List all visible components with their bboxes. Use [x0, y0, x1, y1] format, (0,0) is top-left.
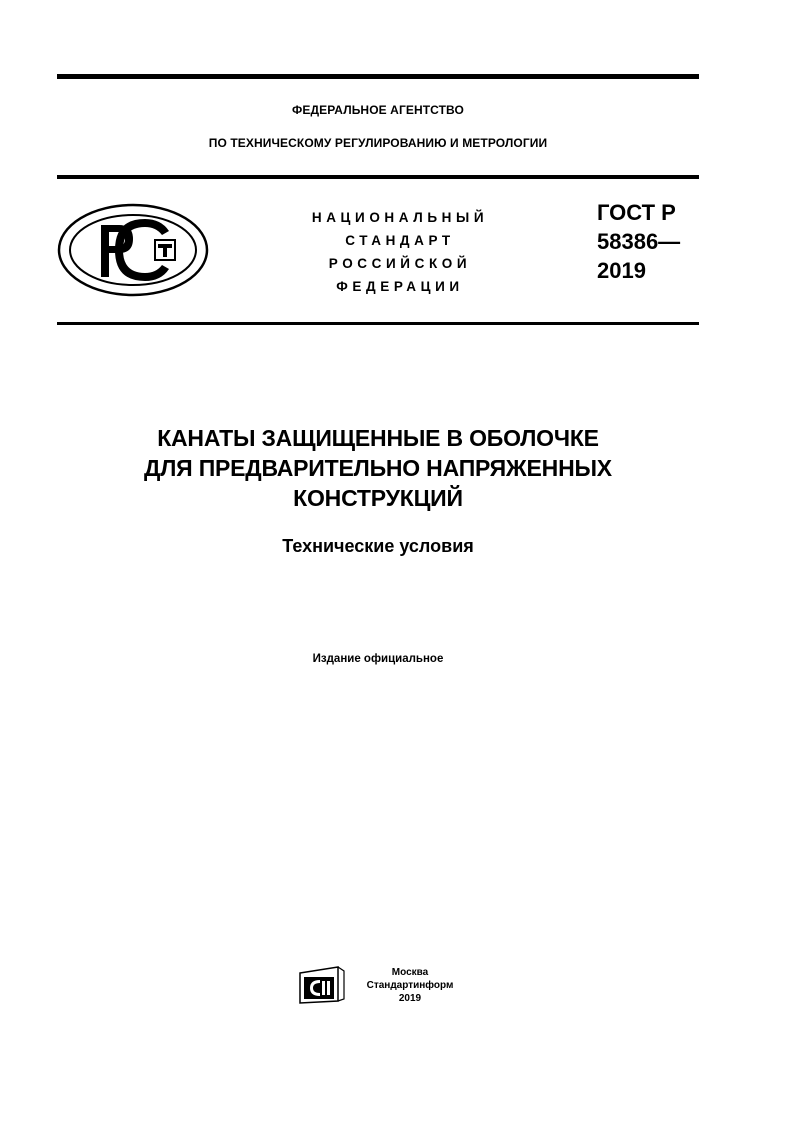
edition-label: Издание официальное [312, 653, 444, 665]
agency-line-1: ФЕДЕРАЛЬНОЕ АГЕНТСТВО [292, 103, 464, 117]
national-line-1: НАЦИОНАЛЬНЫЙ [311, 210, 489, 225]
title-line-2: ДЛЯ ПРЕДВАРИТЕЛЬНО НАПРЯЖЕННЫХ [144, 455, 612, 481]
top-rule [57, 74, 699, 79]
publisher-year: 2019 [398, 993, 422, 1004]
national-standard-block [270, 206, 530, 298]
national-line-3: РОССИЙСКОЙ [328, 256, 472, 271]
national-line-4: ФЕДЕРАЦИИ [336, 279, 464, 294]
title-line-1: КАНАТЫ ЗАЩИЩЕННЫЕ В ОБОЛОЧКЕ [157, 425, 599, 451]
publisher-city: Москва [391, 967, 429, 978]
title-line-3: КОНСТРУКЦИЙ [293, 485, 463, 511]
document-title [57, 423, 699, 513]
agency-line-2: ПО ТЕХНИЧЕСКОМУ РЕГУЛИРОВАНИЮ И МЕТРОЛОГИИ [208, 136, 548, 150]
national-line-2: СТАНДАРТ [345, 233, 455, 248]
gost-number: 58386— [597, 229, 681, 254]
document-subtitle: Технические условия [282, 536, 474, 556]
gost-designation [597, 198, 680, 285]
gost-year: 2019 [597, 258, 646, 283]
standartinform-logo-icon [298, 965, 346, 1005]
standard-rule [57, 322, 699, 325]
publisher-name: Стандартинформ [366, 980, 454, 991]
gost-prefix: ГОСТ Р [597, 200, 676, 225]
header-rule [57, 175, 699, 179]
publisher-imprint [355, 966, 465, 1005]
rst-certification-mark-icon [57, 203, 209, 297]
